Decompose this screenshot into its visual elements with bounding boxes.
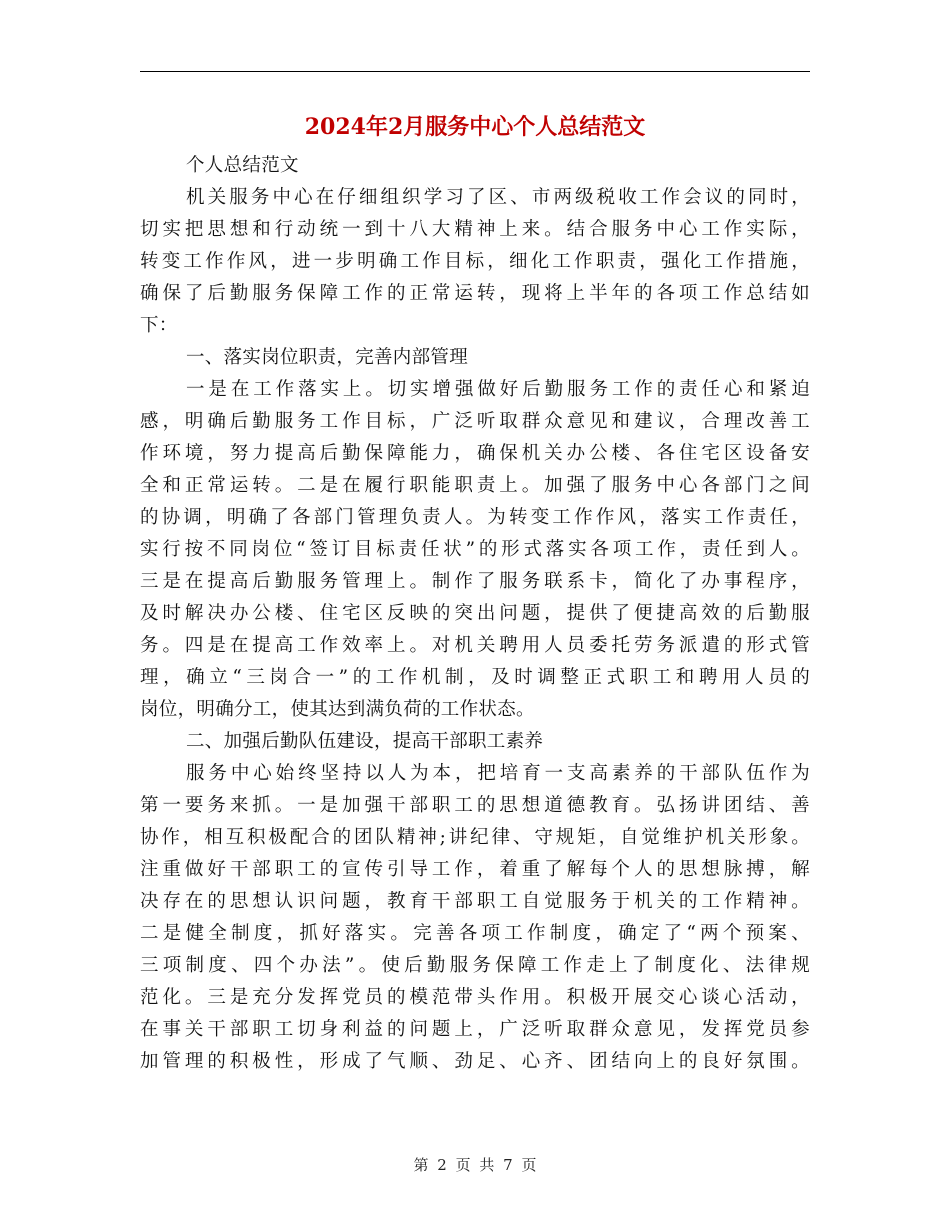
paragraph-line: 全和正常运转。二是在履行职能职责上。加强了服务中心各部门之间 [140,475,810,496]
section-heading: 一、落实岗位职责，完善内部管理 [186,347,469,368]
document-title: 2024年2月服务中心个人总结范文 [304,114,646,140]
paragraph-line: 注重做好干部职工的宣传引导工作，着重了解每个人的思想脉搏，解 [140,859,810,880]
paragraph-line: 下： [140,315,178,336]
paragraph-line: 理，确立“三岗合一”的工作机制，及时调整正式职工和聘用人员的 [140,667,810,688]
paragraph-line: 第一要务来抓。一是加强干部职工的思想道德教育。弘扬讲团结、善 [140,795,810,816]
document-body [140,150,810,1078]
paragraph-line: 作环境，努力提高后勤保障能力，确保机关办公楼、各住宅区设备安 [140,443,810,464]
paragraph-line: 机关服务中心在仔细组织学习了区、市两级税收工作会议的同时， [186,187,810,208]
section-heading: 二、加强后勤队伍建设，提高干部职工素养 [186,731,544,752]
paragraph-line: 协作，相互积极配合的团队精神;讲纪律、守规矩，自觉维护机关形象。 [140,827,810,848]
paragraph-line: 确保了后勤服务保障工作的正常运转，现将上半年的各项工作总结如 [140,283,810,304]
paragraph-line: 范化。三是充分发挥党员的模范带头作用。积极开展交心谈心活动， [140,987,810,1008]
page-number: 第 2 页 共 7 页 [413,1156,537,1174]
paragraph-line: 实行按不同岗位“签订目标责任状”的形式落实各项工作，责任到人。 [140,539,810,560]
paragraph-line: 二是健全制度，抓好落实。完善各项工作制度，确定了“两个预案、 [140,923,810,944]
header-rule [140,71,810,72]
paragraph-line: 决存在的思想认识问题，教育干部职工自觉服务于机关的工作精神。 [140,891,810,912]
paragraph-line: 三项制度、四个办法”。使后勤服务保障工作走上了制度化、法律规 [140,955,810,976]
paragraph-line: 务。四是在提高工作效率上。对机关聘用人员委托劳务派遣的形式管 [140,635,810,656]
paragraph-line: 三是在提高后勤服务管理上。制作了服务联系卡，简化了办事程序， [140,571,810,592]
paragraph-line: 感，明确后勤服务工作目标，广泛听取群众意见和建议，合理改善工 [140,411,810,432]
paragraph-line: 及时解决办公楼、住宅区反映的突出问题，提供了便捷高效的后勤服 [140,603,810,624]
paragraph-line: 的协调，明确了各部门管理负责人。为转变工作作风，落实工作责任， [140,507,810,528]
paragraph-line: 在事关干部职工切身利益的问题上，广泛听取群众意见，发挥党员参 [140,1019,810,1040]
paragraph-line: 切实把思想和行动统一到十八大精神上来。结合服务中心工作实际， [140,219,810,240]
paragraph-line: 个人总结范文 [186,155,299,176]
paragraph-line: 一是在工作落实上。切实增强做好后勤服务工作的责任心和紧迫 [186,379,810,400]
paragraph-line: 转变工作作风，进一步明确工作目标，细化工作职责，强化工作措施， [140,251,810,272]
paragraph-line: 服务中心始终坚持以人为本，把培育一支高素养的干部队伍作为 [186,763,810,784]
paragraph-line: 岗位，明确分工，使其达到满负荷的工作状态。 [140,699,535,720]
paragraph-line: 加管理的积极性，形成了气顺、劲足、心齐、团结向上的良好氛围。 [140,1051,810,1072]
